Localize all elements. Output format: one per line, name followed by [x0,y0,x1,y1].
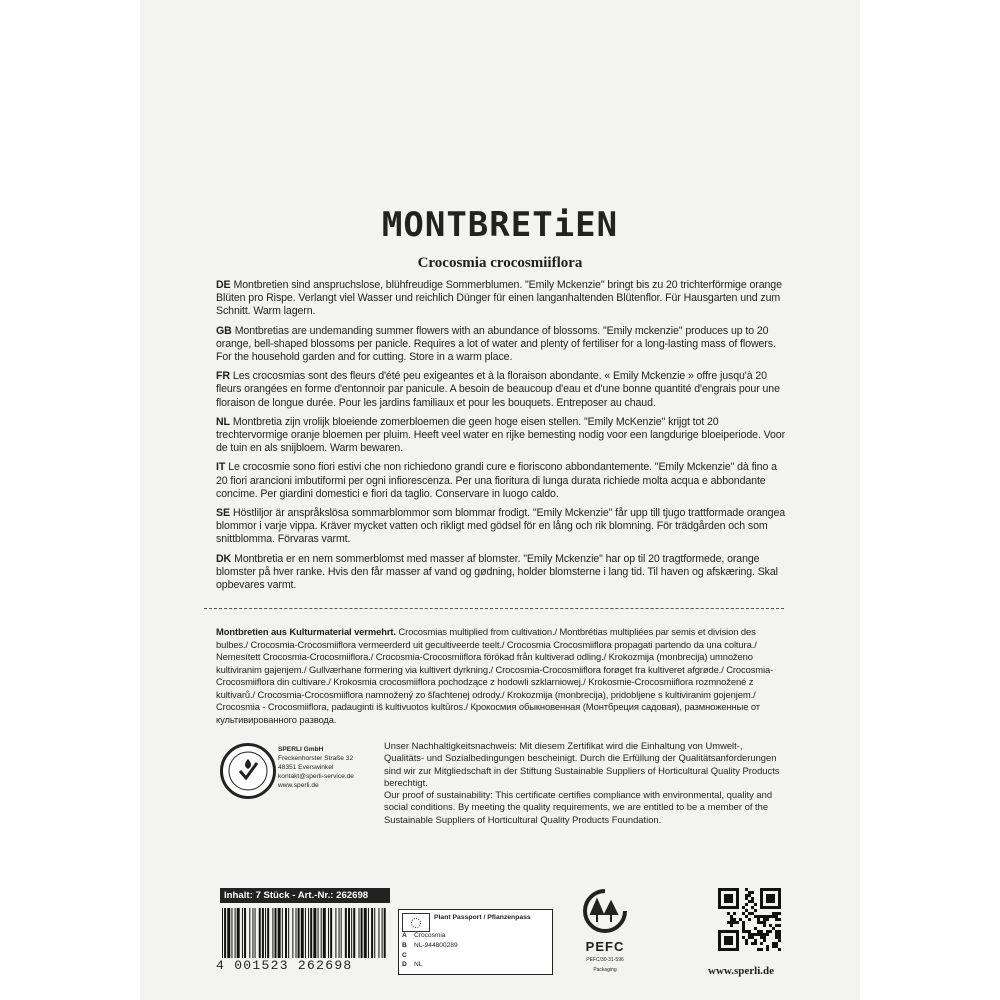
lang-text: Montbretia er en nem sommerblomst med masser af blomster. "Emily Mckenzie" har op til 20 tragtformede, orange blomster på hver ranke. Hvis den får masser af vand og gødning, holder blomsterne i lang tid. Til haven og afskæring. Skal opbevares varmt. [216,552,778,592]
barcode-bar [242,908,243,958]
website-url: www.sperli.de [708,965,774,977]
barcode-bar [224,908,226,958]
lang-text: Höstliljor är anspråkslösa sommarblommor som blommar frodigt. "Emily Mckenzie" får upp till tjugo trattformade orangea blommor i varje vippa. Kräver mycket vatten och rikligt med gödsel för en lång och rik blomning. För trädgården och som snittblomma. Förvaras varmt. [216,507,786,546]
barcode-bar [231,908,232,958]
barcode-bar [321,908,322,958]
barcode-bar [259,908,261,958]
barcode-bar [364,908,367,958]
lang-code: GB [216,324,232,337]
company-address [278,745,388,790]
passport-title: Plant Passport / Pflanzenpass [434,914,531,921]
barcode-bar [339,908,340,958]
lang-block-de [216,279,786,319]
barcode-bar [255,908,256,958]
eu-flag-icon [402,913,430,932]
barcode-bar [382,908,383,958]
passport-key: B [402,941,407,949]
barcode-bar [330,908,332,958]
seed-packet-back [140,0,860,1000]
address-line: kontakt@sperli-service.de [278,773,354,780]
barcode-bar [285,908,287,958]
passport-value: NL [414,961,423,969]
lang-block-dk [216,553,786,593]
content-article-bar: Inhalt: 7 Stück - Art.-Nr.: 262698 [220,888,390,903]
origin-statement [216,626,786,726]
lang-code: FR [216,370,230,383]
plant-passport [398,909,553,975]
barcode-bar [318,908,319,958]
barcode-bar [353,908,355,958]
barcode-bar [341,908,342,958]
qr-code-icon [718,888,781,951]
passport-rows [402,931,552,970]
origin-text: Crocosmias multiplied from cultivation./ Montbrétias multipliées par semis et division des bulbes./ Crocosmia-Crocosmiiflora vermeerderd uit gecultiveerde teelt./ Crocosmia Crocosmiiflora propagati partendo da una coltura./ Nemesített Crocosmia-Crocosmiiflora./ Crocosmia-Crocosmiiflora förökad från kultiverad odling./ Krokozmija (monbrecija) umnoženo kultiviranim gajenjem./ Gullværhane formering via kultivert dyrkning./ Crocosmia-Crocosmiiflora forøget fra kultiveret afgrøde./ Crocosmia-Crocosmiiflora din cultivare./ Krokosmia crocosmiiflora pochodzące z hodowli szklarniowej./ Krokosmie-Crocosmiiflora rozmnožené z kultivarů./ Crocosmia-Crocosmiiflora namnožený zo šľachtenej odrody./ Krokozmija (monbrecija), pridobljene s kultiviranim gojenjem./ Crocosmia - Crocosmiiflora, padauginti iš kultivuotos kultūros./ Крокосмия обыкновенная (Монтбреция садовая), размноженные от культивированного развода. [216,626,774,725]
pefc-certification [570,888,640,983]
passport-key: A [402,932,407,939]
barcode-bar [278,908,281,958]
lang-code: DE [216,279,231,291]
lang-block-fr [216,370,786,410]
barcode [220,908,390,958]
barcode-digits: 4 001523 262698 [216,958,353,973]
barcode-bar [361,908,363,958]
barcode-bar [328,908,329,958]
address-line: 48351 Everswinkel [278,764,334,771]
barcode-bar [335,908,336,958]
barcode-bar [244,908,246,958]
passport-key: C [402,951,407,959]
barcode-bar [359,908,360,958]
barcode-bar [296,908,297,958]
sustainability-de: Unser Nachhaltigkeitsnachweis: Mit diesem Zertifikat wird die Einhaltung von Umwelt-, Qualitäts- und Sozialbedingungen bescheinigt. Durch die Erfüllung der Qualitätsanforderungen sind wir zur Mitgliedschaft in der Stiftung Sustainable Suppliers of Horticultural Quality Products berechtigt. [384,740,780,788]
barcode-bar [378,908,379,958]
lang-code: IT [216,461,226,474]
company-name: SPERLI GmbH [278,746,324,753]
barcode-bar [262,908,264,958]
lang-text: Montbretias are undemanding summer flowers with an abundance of blossoms. "Emily mckenzie" produces up to 20 orange, bell-shaped blossoms per panicle. Requires a lot of water and plenty of fertiliser for a long-lasting mass of flowers. For the household garden and for cutting. Store in a warm place. [216,324,776,364]
barcode-bar [323,908,326,958]
sustainability-en: Our proof of sustainability: This certificate certifies compliance with environmental, quality and social conditions. By meeting the quality requirements, we are entitled to be a member of the Sustainable Suppliers of Horticultural Quality Products Foundation. [384,789,773,825]
barcode-bar [265,908,266,958]
barcode-bar [313,908,316,958]
lang-text: Le crocosmie sono fiori estivi che non richiedono grandi cure e fioriscono abbondantemente. "Emily Mckenzie" dà fino a 20 fiori arancioni imbutiformi per ogni infiorescenza. Per una fioritura di lunga durata richiede molta acqua e abbondante concime. Per giardini domestici e fiori da taglio. Conservare in luogo caldo. [216,461,777,500]
passport-key: D [402,961,407,969]
lang-code: DK [216,552,232,565]
address-line: www.sperli.de [278,782,319,789]
dashed-divider [204,608,784,609]
barcode-bar [348,908,350,958]
pefc-code: PEFC/30-31-596 [586,957,624,963]
barcode-bar [305,908,306,958]
barcode-bar [252,908,253,958]
barcode-bar [227,908,230,958]
barcode-bar [222,908,223,958]
pefc-label: Packaging [593,967,617,973]
lang-text: Montbretien sind anspruchslose, blühfreudige Sommerblumen. "Emily Mckenzie" bringt bis zu 20 trichterförmige orange Blüten pro Rispe. Verlangt viel Wasser und reichlich Dünger für einen langanhaltenden Blütenflor. Für Hausgarten und zum Schnitt. Warm lagern. [216,279,782,318]
barcode-bar [235,908,236,958]
barcode-bar [288,908,289,958]
barcode-bar [282,908,283,958]
botanical-name: Crocosmia crocosmiiflora [417,255,583,271]
address-line: Freckenhorster Straße 32 [278,755,354,762]
barcode-bar [275,908,277,958]
barcode-bar [351,908,352,958]
origin-lead: Montbretien aus Kulturmaterial vermehrt. [216,626,396,637]
barcode-bar [374,908,375,958]
passport-value: Crocosmia [414,932,446,939]
passport-value: NL-944800289 [414,941,458,949]
lang-block-it [216,461,786,501]
barcode-bar [249,908,250,958]
sustainable-supplier-seal-icon [220,743,276,799]
barcode-bar [237,908,240,958]
lang-block-se [216,507,786,547]
passport-row [402,941,552,951]
sustainability-statement [384,740,784,826]
lang-block-gb [216,325,786,365]
barcode-bar [345,908,347,958]
pefc-name: PEFC [585,939,625,954]
barcode-bar [310,908,312,958]
barcode-bar [368,908,369,958]
barcode-bar [384,908,386,958]
barcode-bar [371,908,373,958]
barcode-bar [301,908,304,958]
barcode-bar [308,908,309,958]
lang-code: NL [216,415,230,428]
passport-row [402,931,552,941]
lang-block-nl [216,416,786,456]
passport-row [402,951,552,961]
pefc-trees-icon [582,888,628,934]
barcode-bar [298,908,300,958]
barcode-bar [272,908,273,958]
barcode-bar [267,908,269,958]
seal-graphic [226,749,270,793]
lang-text: Les crocosmias sont des fleurs d'été peu exigeantes et à la floraison abondante. « Emily Mckenzie » offre jusqu'à 20 fleurs orangées en forme d'entonnoir par panicule. A besoin de beaucoup d'eau et d'une bonne quantité d'engrais pour une floraison de longue durée. Pour les jardins familiaux et pour les bouquets. Entreposer au chaud. [216,370,780,409]
multilingual-description [216,279,786,598]
passport-row [402,960,552,970]
product-title: MONTBRETiEN [381,205,619,245]
lang-code: SE [216,507,230,520]
lang-text: Montbretia zijn vrolijk bloeiende zomerbloemen die geen hoge eisen stellen. "Emily McKenzie" krijgt tot 20 trechtervormige oranje bloemen per pluim. Heeft veel water en rijke bemesting nodig voor een langdurige bloeiperiode. Voor de tuin en als snijbloem. Warm bewaren. [216,415,786,455]
barcode-bar [292,908,293,958]
